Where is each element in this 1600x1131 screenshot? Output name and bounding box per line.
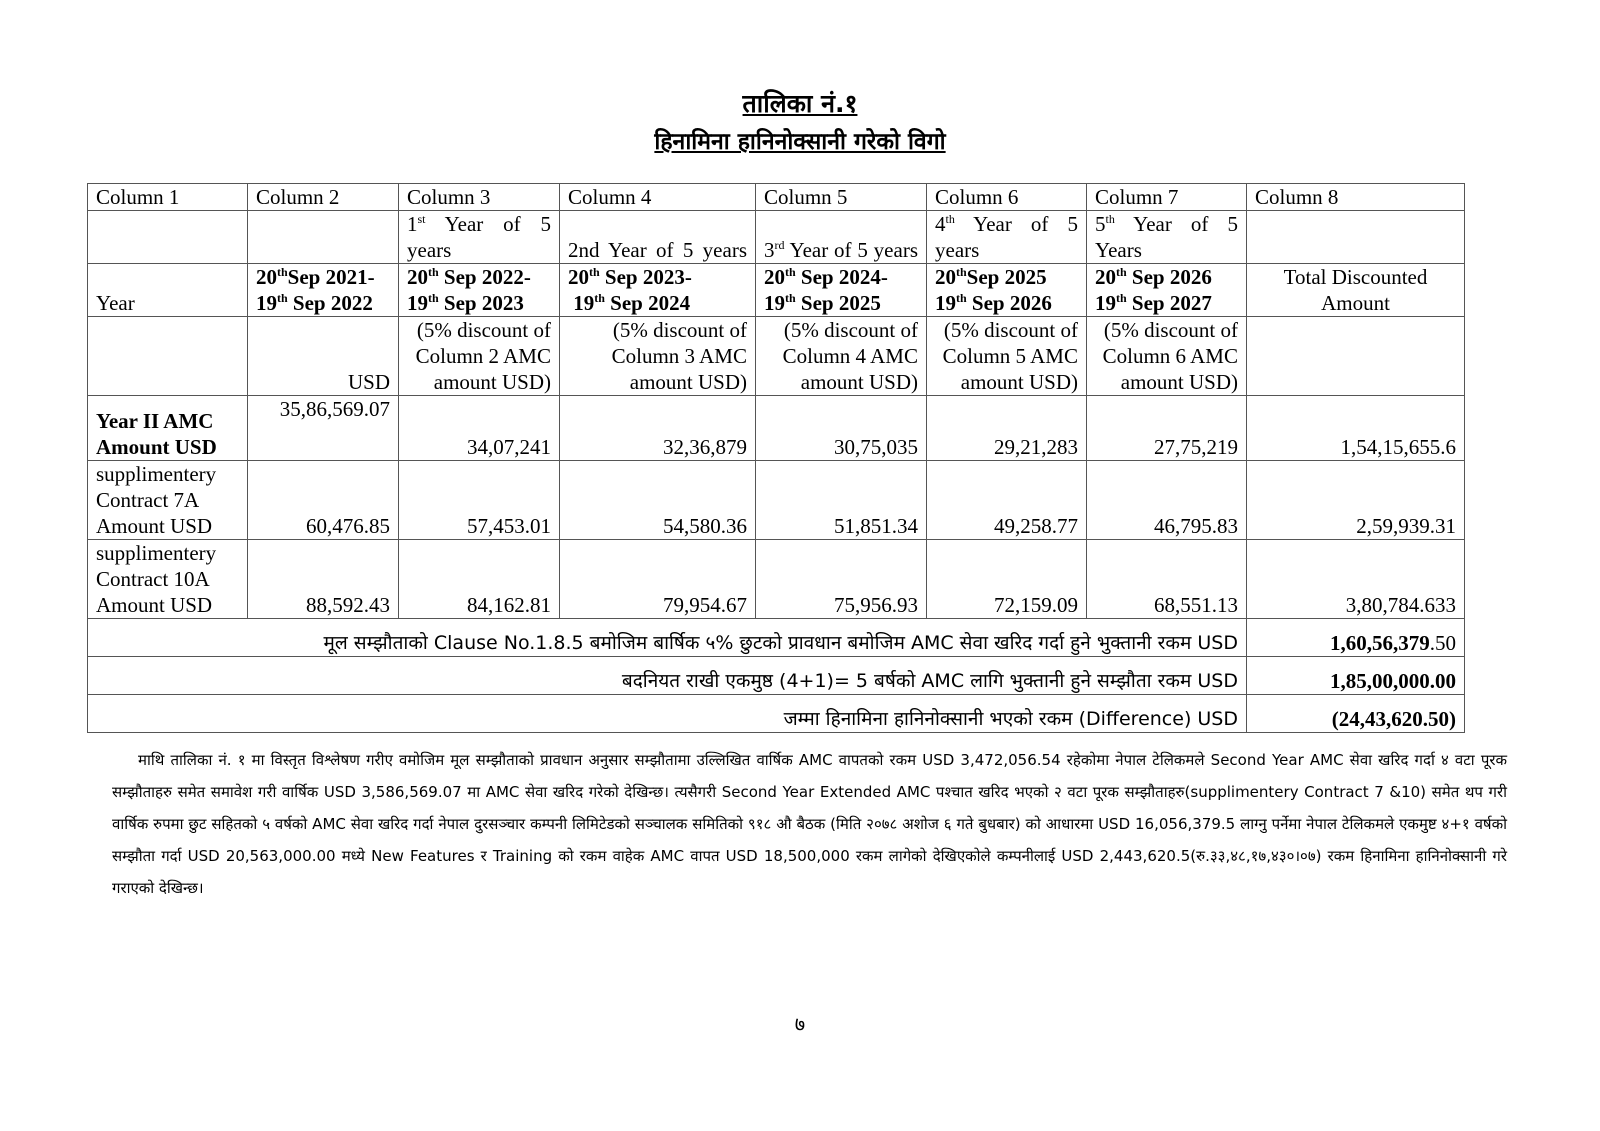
- discount-note: (5% discount of Column 5 AMC amount USD): [927, 317, 1087, 396]
- value-cell: 84,162.81: [399, 540, 560, 619]
- discount-note: (5% discount of Column 4 AMC amount USD): [756, 317, 927, 396]
- total-row: [88, 695, 1465, 733]
- value-cell: 35,86,569.07: [248, 396, 399, 461]
- period-cell: 20th Sep 2023- 19th Sep 2024: [560, 264, 756, 317]
- total-row: [88, 619, 1465, 657]
- column-header: Column 3: [399, 184, 560, 211]
- table-subtitle: हिनामिना हानिनोक्सानी गरेको विगो: [654, 129, 946, 155]
- row-label: supplimentery Contract 10A Amount USD: [88, 540, 248, 619]
- total-row-label: बदनियत राखी एकमुष्ठ (4+1)= 5 बर्षको AMC लागि भुक्तानी हुने सम्झौता रकम USD: [88, 657, 1247, 695]
- period-cell: 20th Sep 2026 19th Sep 2027: [1087, 264, 1247, 317]
- discount-note: (5% discount of Column 2 AMC amount USD): [399, 317, 560, 396]
- total-row-value: 1,85,00,000.00: [1247, 657, 1465, 695]
- total-label: Total Discounted Amount: [1247, 264, 1465, 317]
- analysis-paragraph: [112, 744, 1507, 904]
- currency-label: USD: [248, 317, 399, 396]
- loss-table: [87, 183, 1465, 733]
- value-cell: 3,80,784.633: [1247, 540, 1465, 619]
- column-header: Column 7: [1087, 184, 1247, 211]
- year-of-cell: 4th Year of 5 years: [927, 211, 1087, 264]
- value-cell: 54,580.36: [560, 461, 756, 540]
- value-cell: 34,07,241: [399, 396, 560, 461]
- total-row-label: जम्मा हिनामिना हानिनोक्सानी भएको रकम (Difference) USD: [88, 695, 1247, 733]
- value-cell: 68,551.13: [1087, 540, 1247, 619]
- table-row: [88, 396, 1465, 461]
- table-title: तालिका नं.१: [742, 89, 858, 118]
- period-row: [88, 264, 1465, 317]
- year-of-cell: 1st Year of 5 years: [399, 211, 560, 264]
- row-label: supplimentery Contract 7A Amount USD: [88, 461, 248, 540]
- value-cell: 88,592.43: [248, 540, 399, 619]
- year-of-cell: 3rd Year of 5 years: [756, 211, 927, 264]
- discount-note: (5% discount of Column 3 AMC amount USD): [560, 317, 756, 396]
- period-cell: 20th Sep 2024- 19th Sep 2025: [756, 264, 927, 317]
- discount-note-row: [88, 317, 1465, 396]
- period-cell: 20thSep 2025 19th Sep 2026: [927, 264, 1087, 317]
- year-of-cell: 2nd Year of 5 years: [560, 211, 756, 264]
- value-cell: 51,851.34: [756, 461, 927, 540]
- year-of-row: [88, 211, 1465, 264]
- page-number: ७: [794, 1012, 806, 1036]
- value-cell: 49,258.77: [927, 461, 1087, 540]
- value-cell: 57,453.01: [399, 461, 560, 540]
- column-header: Column 6: [927, 184, 1087, 211]
- value-cell: 2,59,939.31: [1247, 461, 1465, 540]
- column-header: Column 1: [88, 184, 248, 211]
- value-cell: 27,75,219: [1087, 396, 1247, 461]
- value-cell: 1,54,15,655.6: [1247, 396, 1465, 461]
- value-cell: 60,476.85: [248, 461, 399, 540]
- discount-note: (5% discount of Column 6 AMC amount USD): [1087, 317, 1247, 396]
- table-row: [88, 540, 1465, 619]
- row-label: Year II AMC Amount USD: [88, 396, 248, 461]
- total-row-label: मूल सम्झौताको Clause No.1.8.5 बमोजिम बार्षिक ५% छुटको प्रावधान बमोजिम AMC सेवा खरिद गर्दा हुने भुक्तानी रकम USD: [88, 619, 1247, 657]
- column-header: Column 8: [1247, 184, 1465, 211]
- column-header: Column 2: [248, 184, 399, 211]
- column-header: Column 4: [560, 184, 756, 211]
- value-cell: 32,36,879: [560, 396, 756, 461]
- year-label: Year: [88, 264, 248, 317]
- total-row-value: 1,60,56,379.50: [1247, 619, 1465, 657]
- value-cell: 30,75,035: [756, 396, 927, 461]
- value-cell: 75,956.93: [756, 540, 927, 619]
- total-row-value: (24,43,620.50): [1247, 695, 1465, 733]
- value-cell: 72,159.09: [927, 540, 1087, 619]
- column-header-row: [88, 184, 1465, 211]
- total-row: [88, 657, 1465, 695]
- column-header: Column 5: [756, 184, 927, 211]
- paragraph-text: माथि तालिका नं. १ मा विस्तृत विश्लेषण गरीए वमोजिम मूल सम्झौताको प्रावधान अनुसार सम्झौतामा उल्लिखित वार्षिक AMC वापतको रकम USD 3,472,056.54 रहेकोमा नेपाल टेलिकमले Second Year AMC सेवा खरिद गर्दा ४ वटा पूरक सम्झौताहरु समेत समावेश गरी वार्षिक USD 3,586,569.07 मा AMC सेवा खरिद गरेको देखिन्छ। त्यसैगरी Second Year Extended AMC पश्चात खरिद भएको २ वटा पूरक सम्झौताहरु(supplimentery Contract 7 &10) समेत थप गरी वार्षिक रुपमा छुट सहितको ५ वर्षको AMC सेवा खरिद गर्दा नेपाल दुरसञ्चार कम्पनी लिमिटेडको सञ्चालक समितिको ९१८ औ बैठक (मिति २०७८ अशोज ६ गते बुधबार) को आधारमा USD 16,056,379.5 लाग्नु पर्नेमा नेपाल टेलिकमले एकमुष्ट ४+१ वर्षको सम्झौता गर्दा USD 20,563,000.00 मध्ये New Features र Training को रकम वाहेक AMC वापत USD 18,500,000 रकम लागेको देखिएकोले कम्पनीलाई USD 2,443,620.5(रु.३३,४८,१७,४३०।०७) रकम हिनामिना हानिनोक्सानी गरे गराएको देखिन्छ।: [112, 751, 1507, 897]
- year-of-cell: 5th Year of 5 Years: [1087, 211, 1247, 264]
- period-cell: 20th Sep 2022- 19th Sep 2023: [399, 264, 560, 317]
- value-cell: 29,21,283: [927, 396, 1087, 461]
- table-row: [88, 461, 1465, 540]
- value-cell: 46,795.83: [1087, 461, 1247, 540]
- period-cell: 20thSep 2021- 19th Sep 2022: [248, 264, 399, 317]
- value-cell: 79,954.67: [560, 540, 756, 619]
